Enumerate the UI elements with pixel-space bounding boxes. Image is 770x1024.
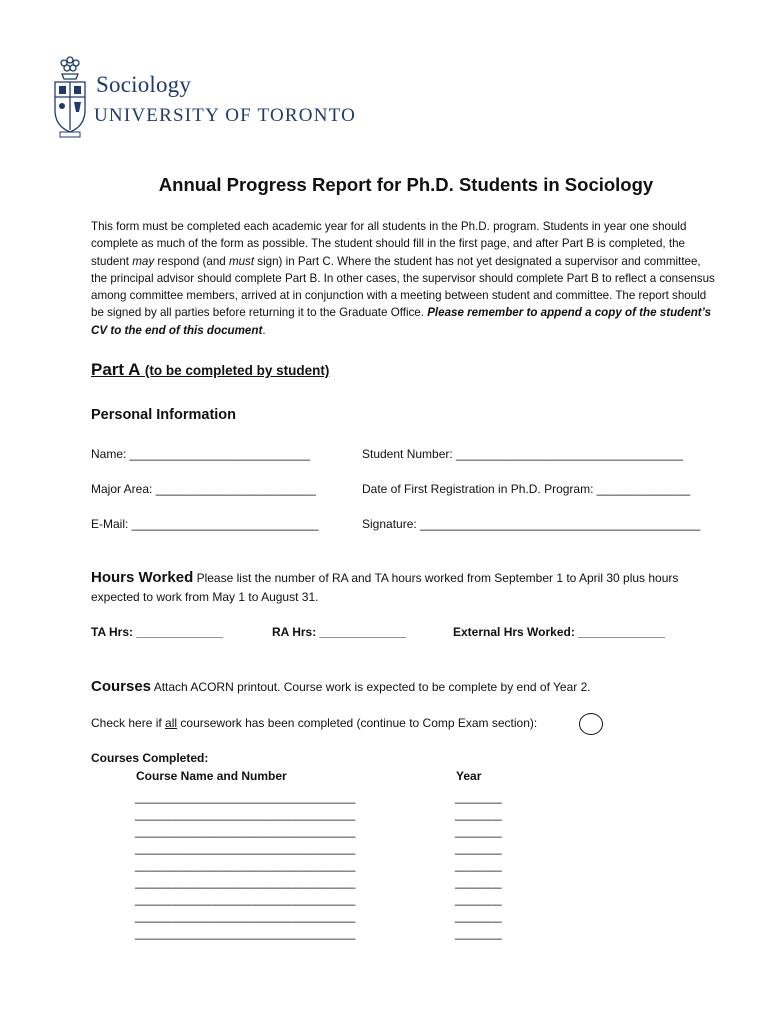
signature-field[interactable]: Signature: __________________________________________ (362, 517, 701, 531)
check-label-all: all (165, 716, 178, 730)
ta-hours-field[interactable]: TA Hrs: _____________ (91, 625, 224, 639)
name-field[interactable]: Name: ___________________________ (91, 447, 310, 461)
course-year-line[interactable]: _______ (455, 790, 502, 804)
course-name-line[interactable]: _________________________________ (135, 807, 356, 821)
first-registration-field[interactable]: Date of First Registration in Ph.D. Program: ______________ (362, 482, 691, 496)
course-year-line[interactable]: _______ (455, 807, 502, 821)
department-name: Sociology (96, 72, 192, 97)
course-name-line[interactable]: _________________________________ (135, 875, 356, 889)
external-hours-field[interactable]: External Hrs Worked: _____________ (453, 625, 665, 639)
email-field[interactable]: E-Mail: ____________________________ (91, 517, 319, 531)
intro-text-1: This form must be completed each academic year for all students in the Ph.D. program. Students in year one should complete as much of the form as possible. The student should fill in the first page, and after Part B is completed, the student (91, 220, 687, 268)
course-name-line[interactable]: _________________________________ (135, 909, 356, 923)
courses-completed-heading: Courses Completed: (91, 751, 209, 765)
courses-text: Attach ACORN printout. Course work is expected to be complete by end of Year 2. (151, 680, 591, 694)
part-a-heading (91, 360, 329, 380)
check-label-pre: Check here if (91, 716, 166, 730)
university-name: UNIVERSITY OF TORONTO (94, 105, 357, 126)
intro-reminder: Please remember to append a copy of the student’s CV to the end of this document (91, 306, 712, 337)
course-year-line[interactable]: _______ (455, 909, 502, 923)
course-name-line[interactable]: _________________________________ (135, 926, 356, 940)
courses-section (91, 678, 591, 695)
coursework-complete-label (91, 716, 537, 730)
intro-may: may (132, 254, 155, 268)
course-year-line[interactable]: _______ (455, 892, 502, 906)
intro-paragraph (91, 218, 719, 339)
hours-worked-section (91, 568, 721, 607)
part-a-subtitle: (to be completed by student) (144, 363, 330, 378)
intro-text-2: respond (and (154, 254, 229, 268)
course-name-column-header: Course Name and Number (136, 769, 287, 783)
course-year-line[interactable]: _______ (455, 858, 502, 872)
logo (52, 52, 432, 142)
ra-hours-field[interactable]: RA Hrs: _____________ (272, 625, 407, 639)
course-name-line[interactable]: _________________________________ (135, 841, 356, 855)
major-area-field[interactable]: Major Area: ________________________ (91, 482, 316, 496)
page-title: Annual Progress Report for Ph.D. Students in Sociology (158, 174, 654, 195)
course-year-line[interactable]: _______ (455, 841, 502, 855)
course-year-line[interactable]: _______ (455, 926, 502, 940)
university-crest-icon (52, 52, 88, 138)
intro-end: . (262, 323, 266, 337)
coursework-complete-checkbox[interactable] (579, 713, 603, 735)
student-number-field[interactable]: Student Number: __________________________________ (362, 447, 683, 461)
hours-worked-heading: Hours Worked (91, 569, 194, 586)
part-a-label: Part A (91, 360, 141, 379)
intro-must: must (228, 254, 255, 268)
course-name-line[interactable]: _________________________________ (135, 892, 356, 906)
intro-text-3: sign) in Part C. Where the student has not yet designated a supervisor and committee, the principal advisor should complete Part B. In other cases, the supervisor should complete Part B to reflect a consensus among committee members, arrived at in conjunction with a meeting between student and committee. The report should be signed by all parties before returning it to the Graduate Office. (91, 254, 715, 320)
course-name-line[interactable]: _________________________________ (135, 824, 356, 838)
year-column-header: Year (456, 769, 482, 783)
course-year-line[interactable]: _______ (455, 824, 502, 838)
course-name-line[interactable]: _________________________________ (135, 790, 356, 804)
course-year-line[interactable]: _______ (455, 875, 502, 889)
personal-info-heading: Personal Information (91, 407, 237, 423)
check-label-post: coursework has been completed (continue to Comp Exam section): (177, 716, 538, 730)
course-name-line[interactable]: _________________________________ (135, 858, 356, 872)
hours-worked-text: Please list the number of RA and TA hours worked from September 1 to April 30 plus hours expected to work from May 1 to August 31. (91, 571, 679, 604)
courses-heading: Courses (91, 678, 152, 695)
